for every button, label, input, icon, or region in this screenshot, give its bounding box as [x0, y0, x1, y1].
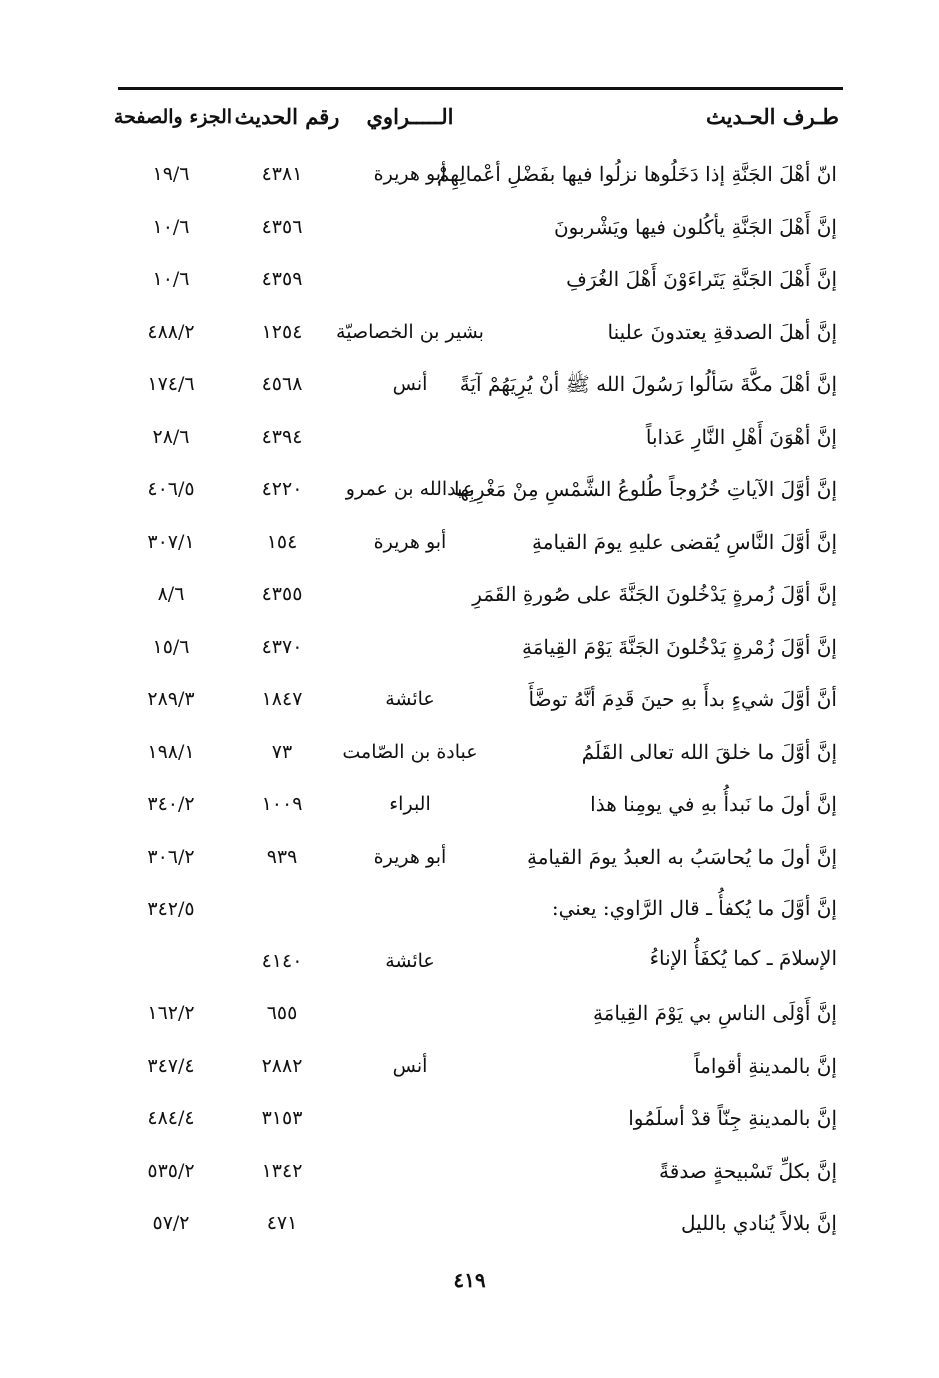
hadith-number: ٢٨٨٢ — [261, 1054, 303, 1077]
top-rule — [118, 87, 843, 90]
header-volume-page: الجزء والصفحة — [113, 106, 233, 128]
narrator: أبو هريرة — [373, 163, 447, 185]
hadith-number: ٤٣٧٠ — [261, 635, 303, 658]
table-row — [0, 201, 939, 254]
table-row — [0, 1092, 939, 1145]
header-narrator: الـــــراوي — [366, 104, 454, 129]
hadith-number: ١٥٤ — [266, 530, 298, 553]
volume-page: ١٧٤/٦ — [147, 373, 195, 395]
hadith-number: ٧٣ — [271, 740, 293, 763]
table-row — [0, 358, 939, 411]
hadith-text: إنَّ أوَّلَ الآياتِ خُرُوجاً طُلوعُ الشَّمْسِ مِنْ مَغْرِبِها — [453, 477, 837, 501]
hadith-number: ٤٣٨١ — [261, 163, 303, 185]
narrator: عائشة — [385, 688, 435, 710]
volume-page: ٣٤٠/٢ — [147, 793, 195, 815]
table-row — [0, 306, 939, 359]
narrator: عائشة — [385, 950, 435, 972]
narrator: أنس — [392, 1054, 428, 1077]
narrator: البراء — [389, 793, 431, 815]
table-row — [0, 621, 939, 674]
narrator — [330, 1092, 490, 1145]
table-row — [0, 987, 939, 1040]
hadith-text: إنَّ أولَ ما يُحاسَبُ به العبدُ يومَ القيامةِ — [527, 844, 837, 869]
narrator — [330, 568, 490, 621]
hadith-number: ١٣٤٢ — [261, 1159, 303, 1182]
hadith-number: ١٠٠٩ — [261, 793, 303, 815]
hadith-number: ٤٣٥٥ — [261, 583, 303, 605]
hadith-text: إنَّ أولَ ما نَبدأُ بهِ في يومِنا هذا — [590, 792, 837, 816]
table-row — [0, 831, 939, 884]
volume-page: ٢٨٩/٣ — [147, 688, 195, 710]
volume-page: ٣٤٢/٥ — [147, 898, 195, 920]
volume-page: ١٦٢/٢ — [147, 1002, 195, 1024]
hadith-text: إنَّ أهْوَنَ أَهْلِ النَّارِ عَذاباً — [645, 424, 837, 449]
table-row — [0, 1040, 939, 1093]
hadith-text: إنَّ بلالاً يُنادي بالليل — [680, 1211, 837, 1235]
volume-page: ١٩/٦ — [152, 163, 190, 185]
narrator: عبادة بن الصّامت — [342, 740, 478, 763]
hadith-text: إنَّ بالمدينةِ جِنّاً قدْ أسلَمُوا — [628, 1106, 837, 1130]
hadith-number: ٦٥٥ — [266, 1002, 298, 1024]
narrator — [330, 621, 490, 674]
table-row — [0, 148, 939, 201]
table-row — [0, 673, 939, 726]
hadith-number: ٤٢٢٠ — [261, 478, 303, 500]
hadith-text: إنَّ أوَّلَ ما خلقَ الله تعالى القَلَمُ — [581, 739, 837, 764]
hadith-number: ٤٣٥٦ — [261, 215, 303, 238]
hadith-number: ٤٥٦٨ — [261, 373, 303, 395]
narrator: أنس — [392, 373, 428, 395]
volume-page: ٥٧/٢ — [152, 1212, 190, 1234]
volume-page: ٨/٦ — [157, 583, 185, 605]
hadith-text: إنَّ بكلِّ تَسْبيحةٍ صدقةً — [659, 1158, 837, 1183]
hadith-text: أنَّ أوَّلَ شيءٍ بدأَ بهِ حينَ قَدِمَ أنَّهُ توضَّأَ — [528, 687, 837, 711]
narrator — [330, 411, 490, 464]
page-number: ٤١٩ — [453, 1268, 486, 1292]
hadith-number: ٩٣٩ — [266, 845, 298, 868]
hadith-number: ١٨٤٧ — [261, 688, 303, 710]
hadith-text: إنَّ أَهْلَ الجَنَّةِ يأكُلون فيها ويَشْربونَ — [553, 214, 837, 239]
hadith-text: انّ أهْلَ الجَنَّةِ إذا دَخَلُوها نزلُوا فيها بفَضْلِ أعْمالِهِمْ — [437, 162, 837, 186]
volume-page: ٣٠٧/١ — [147, 530, 195, 553]
header-hadith: طـرف الحـديث — [706, 104, 839, 129]
hadith-number: ٤١٤٠ — [261, 950, 303, 972]
volume-page: ٢٨/٦ — [152, 425, 190, 448]
narrator — [330, 253, 490, 306]
volume-page: ٣٠٦/٢ — [147, 845, 195, 868]
volume-page: ٤٠٦/٥ — [147, 478, 195, 500]
header-number: رقم الحديث — [234, 104, 340, 129]
narrator — [330, 1197, 490, 1250]
volume-page: ٥٣٥/٢ — [147, 1159, 195, 1182]
hadith-text: إنَّ أهْلَ مكَّةَ سَألُوا رَسُولَ الله ﷺ أنْ يُرِيَهُمْ آيَةً — [459, 372, 837, 396]
narrator: عبدالله بن عمرو — [345, 478, 475, 500]
volume-page: ٣٤٧/٤ — [147, 1054, 195, 1077]
hadith-number: ١٢٥٤ — [261, 320, 303, 343]
hadith-number: ٣١٥٣ — [261, 1107, 303, 1129]
narrator — [330, 987, 490, 1040]
table-row — [0, 516, 939, 569]
table-row — [0, 726, 939, 779]
hadith-number: ٤٣٥٩ — [261, 268, 303, 290]
table-row — [0, 883, 939, 987]
hadith-text: إنَّ بالمدينةِ أقواماً — [694, 1053, 837, 1078]
table-row — [0, 1197, 939, 1250]
narrator — [330, 201, 490, 254]
volume-page: ٤٨٨/٢ — [147, 320, 195, 343]
index-table — [0, 148, 939, 1250]
table-row — [0, 568, 939, 621]
narrator: أبو هريرة — [373, 530, 447, 553]
narrator — [330, 1145, 490, 1198]
hadith-text: إنَّ أوَّلَ النَّاسِ يُقضى عليهِ يومَ القيامةِ — [532, 529, 837, 554]
table-row — [0, 411, 939, 464]
volume-page: ٤٨٤/٤ — [147, 1107, 195, 1129]
hadith-text: إنَّ أوَّلَ زُمرةٍ يَدْخُلونَ الجَنَّةَ على صُورةِ القَمَرِ — [472, 582, 837, 606]
narrator: بشير بن الخصاصيّة — [336, 320, 484, 343]
table-row — [0, 1145, 939, 1198]
table-row — [0, 778, 939, 831]
hadith-text: إنَّ أَوْلَى الناسِ بي يَوْمَ القِيامَةِ — [592, 1001, 837, 1025]
table-row — [0, 463, 939, 516]
volume-page: ١٥/٦ — [152, 635, 190, 658]
volume-page: ١٩٨/١ — [147, 740, 195, 763]
hadith-number: ٤٣٩٤ — [261, 425, 303, 448]
table-row — [0, 253, 939, 306]
hadith-text: إنَّ أوَّلَ ما يُكفأُ ـ قال الرَّاوي: يعني: الإسلامَ ـ كما يُكفَأُ الإناءُ — [551, 896, 837, 970]
volume-page: ١٠/٦ — [152, 268, 190, 290]
narrator: أبو هريرة — [373, 845, 447, 868]
hadith-text: إنَّ أَهْلَ الجَنَّةِ يَتَراءَوْنَ أَهْلَ الغُرَفِ — [566, 267, 837, 291]
hadith-number: ٤٧١ — [266, 1212, 298, 1234]
volume-page: ١٠/٦ — [152, 215, 190, 238]
hadith-text: إنَّ أوَّلَ زُمْرةٍ يَدْخُلونَ الجَنَّةَ يَوْمَ القِيامَةِ — [521, 634, 837, 659]
hadith-text: إنَّ أهلَ الصدقةِ يعتدونَ علينا — [607, 319, 837, 344]
